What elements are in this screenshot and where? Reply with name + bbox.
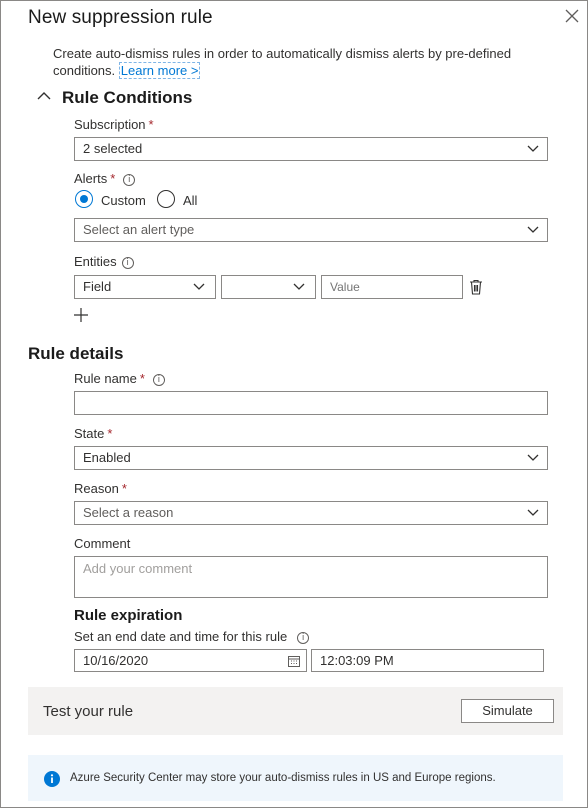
time-input[interactable]: 12:03:09 PM	[311, 649, 544, 672]
radio-custom-label: Custom	[101, 193, 146, 208]
required-asterisk: *	[107, 426, 113, 441]
region-notice	[28, 755, 563, 801]
state-value: Enabled	[83, 450, 131, 465]
subscription-value: 2 selected	[83, 141, 143, 156]
entities-label	[74, 254, 134, 269]
rule-expiration-heading: Rule expiration	[74, 607, 183, 624]
radio-all[interactable]	[157, 190, 175, 208]
subscription-dropdown[interactable]	[74, 137, 548, 161]
state-label	[74, 426, 112, 441]
description-text: Create auto-dismiss rules in order to automatically dismiss alerts by pre-defined conditions.	[53, 46, 512, 78]
calendar-icon[interactable]	[288, 655, 300, 667]
expiration-subtitle-text: Set an end date and time for this rule	[74, 629, 288, 644]
info-icon[interactable]: i	[153, 374, 165, 386]
entities-label-text: Entities	[74, 254, 117, 269]
required-asterisk: *	[121, 481, 127, 496]
info-icon[interactable]: i	[297, 632, 309, 644]
required-asterisk: *	[110, 171, 116, 186]
learn-more-link[interactable]: Learn more >	[120, 63, 199, 78]
chevron-down-icon	[527, 225, 539, 235]
expiration-subtitle	[74, 629, 309, 644]
radio-custom[interactable]	[75, 190, 93, 208]
panel-title: New suppression rule	[28, 7, 213, 28]
info-icon[interactable]: i	[123, 174, 135, 186]
rule-name-input[interactable]	[74, 391, 548, 415]
chevron-down-icon	[293, 282, 305, 292]
chevron-up-icon[interactable]	[37, 91, 51, 101]
entity-field-dropdown[interactable]	[74, 275, 216, 299]
subscription-label	[74, 117, 154, 132]
test-rule-label: Test your rule	[43, 703, 134, 720]
chevron-down-icon	[527, 508, 539, 518]
required-asterisk: *	[148, 117, 154, 132]
state-label-text: State	[74, 426, 105, 441]
comment-label: Comment	[74, 536, 131, 551]
radio-all-label: All	[183, 193, 198, 208]
required-asterisk: *	[139, 371, 145, 386]
subscription-label-text: Subscription	[74, 117, 146, 132]
reason-label-text: Reason	[74, 481, 119, 496]
entity-operator-dropdown[interactable]	[221, 275, 316, 299]
close-icon[interactable]	[563, 7, 581, 25]
reason-label	[74, 481, 127, 496]
comment-placeholder: Add your comment	[83, 561, 193, 576]
entity-field-value: Field	[83, 279, 112, 294]
region-notice-text: Azure Security Center may store your auto-dismiss rules in US and Europe regions.	[70, 772, 496, 784]
chevron-down-icon	[193, 282, 205, 292]
reason-placeholder: Select a reason	[83, 505, 174, 520]
alert-type-dropdown[interactable]	[74, 218, 548, 242]
state-dropdown[interactable]	[74, 446, 548, 470]
alerts-label-text: Alerts	[74, 171, 108, 186]
simulate-button[interactable]: Simulate	[461, 699, 554, 723]
reason-dropdown[interactable]	[74, 501, 548, 525]
entity-value-input[interactable]	[321, 275, 463, 299]
alerts-label	[74, 171, 135, 186]
trash-icon[interactable]	[469, 279, 483, 295]
rule-name-label	[74, 371, 165, 386]
test-rule-section	[28, 687, 563, 735]
chevron-down-icon	[527, 144, 539, 154]
alert-type-placeholder: Select an alert type	[83, 222, 195, 237]
comment-textarea[interactable]	[74, 556, 548, 598]
rule-details-heading: Rule details	[28, 344, 124, 363]
date-picker[interactable]	[74, 649, 307, 672]
add-icon[interactable]	[74, 308, 88, 322]
info-filled-icon	[44, 771, 60, 787]
date-value: 10/16/2020	[83, 653, 149, 668]
rule-conditions-heading[interactable]: Rule Conditions	[62, 88, 193, 107]
chevron-down-icon	[527, 453, 539, 463]
panel-description	[53, 45, 533, 79]
rule-name-label-text: Rule name	[74, 371, 137, 386]
info-icon[interactable]: i	[122, 257, 134, 269]
